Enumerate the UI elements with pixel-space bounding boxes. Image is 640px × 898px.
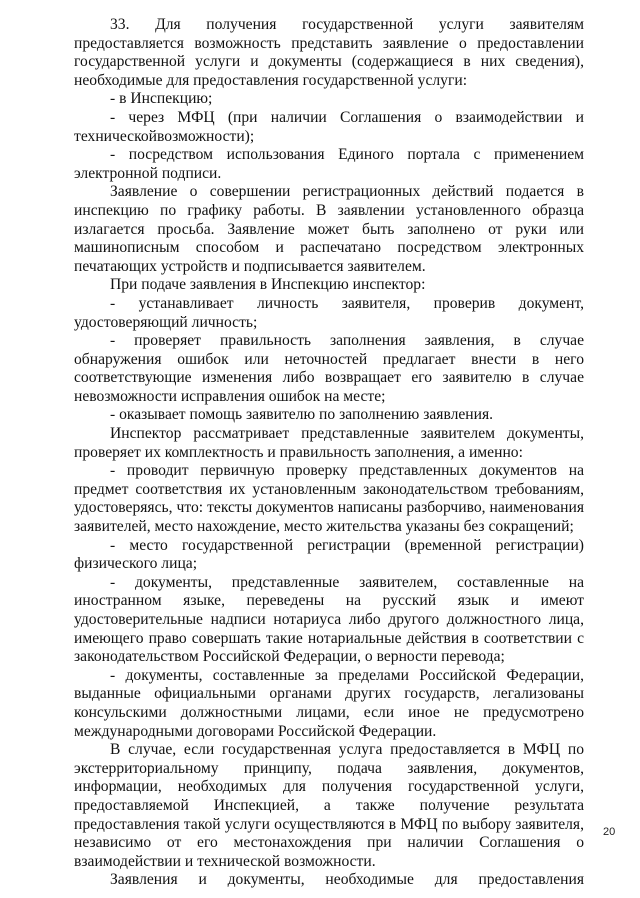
- list-item-registration-place: - место государственной регистрации (временной регистрации) физического лица;: [74, 536, 584, 573]
- list-item-foreign-language-docs: - документы, представленные заявителем, составленные на иностранном языке, переведены на русский язык и имеют удостоверительные надписи нотариуса либо другого должностного лица, имеющего право совершать такие нотариальные действия в соответствии с законодательством Российской Федерации, о верности перевода;: [74, 573, 584, 666]
- list-item-assistance: - оказывает помощь заявителю по заполнению заявления.: [110, 406, 494, 424]
- paragraph-continued: Заявления и документы, необходимые для предоставления: [110, 871, 584, 889]
- list-item-portal: - посредством использования Единого портала с применением электронной подписи.: [74, 146, 584, 182]
- list-item-mfc: - через МФЦ (при наличии Соглашения о взаимодействии и техническойвозможности);: [74, 108, 584, 145]
- page-number: 20: [603, 826, 616, 838]
- paragraph-33-intro: 33. Для получения государственной услуги заявителям предоставляется возможность представить заявление о предоставлении государственной услуги и документы (содержащиеся в них сведения), необходимые для предоставления государственной услуги:: [74, 16, 584, 89]
- list-item-inspection: - в Инспекцию;: [110, 90, 213, 108]
- paragraph-inspector-duties-intro: При подаче заявления в Инспекцию инспектор:: [110, 276, 426, 294]
- paragraph-application-filing: Заявление о совершении регистрационных действий подается в инспекцию по графику работы. В заявлении установленного образца излагается просьба. Заявление может быть заполнено от руки или машинописным способом и распечатано посредством электронных печатающих устройств и подписывается заявителем.: [74, 183, 584, 275]
- list-item-identity-check: - устанавливает личность заявителя, проверив документ, удостоверяющий личность;: [74, 294, 584, 331]
- document-body: [74, 16, 584, 890]
- paragraph-document-review: Инспектор рассматривает представленные заявителем документы, проверяет их комплектность и правильность заполнения, а именно:: [74, 425, 584, 461]
- paragraph-extraterritorial: В случае, если государственная услуга предоставляется в МФЦ по экстерриториальному принципу, подача заявления, документов, информации, необходимых для получения государственной услуги, предоставляемой Инспекцией, а также получение результата предоставления такой услуги осуществляются в МФЦ по выбору заявителя, независимо от его местонахождения при наличии Соглашения о взаимодействии и технической возможности.: [74, 741, 584, 870]
- list-item-primary-check: - проводит первичную проверку представленных документов на предмет соответствия их установленным законодательством требованиям, удостоверяясь, что: тексты документов написаны разборчиво, наименования заявителей, место нахождение, место жительства указаны без сокращений;: [74, 462, 584, 536]
- list-item-form-check: - проверяет правильность заполнения заявления, в случае обнаружения ошибок или неточностей предлагает внести в него соответствующие изменения либо возвращает его заявителю в случае невозможности исправления ошибок на месте;: [74, 332, 584, 405]
- list-item-foreign-issued-docs: - документы, составленные за пределами Российской Федерации, выданные официальными органами других государств, легализованы консульскими должностными лицами, если иное не предусмотрено международными договорами Российской Федерации.: [74, 666, 584, 740]
